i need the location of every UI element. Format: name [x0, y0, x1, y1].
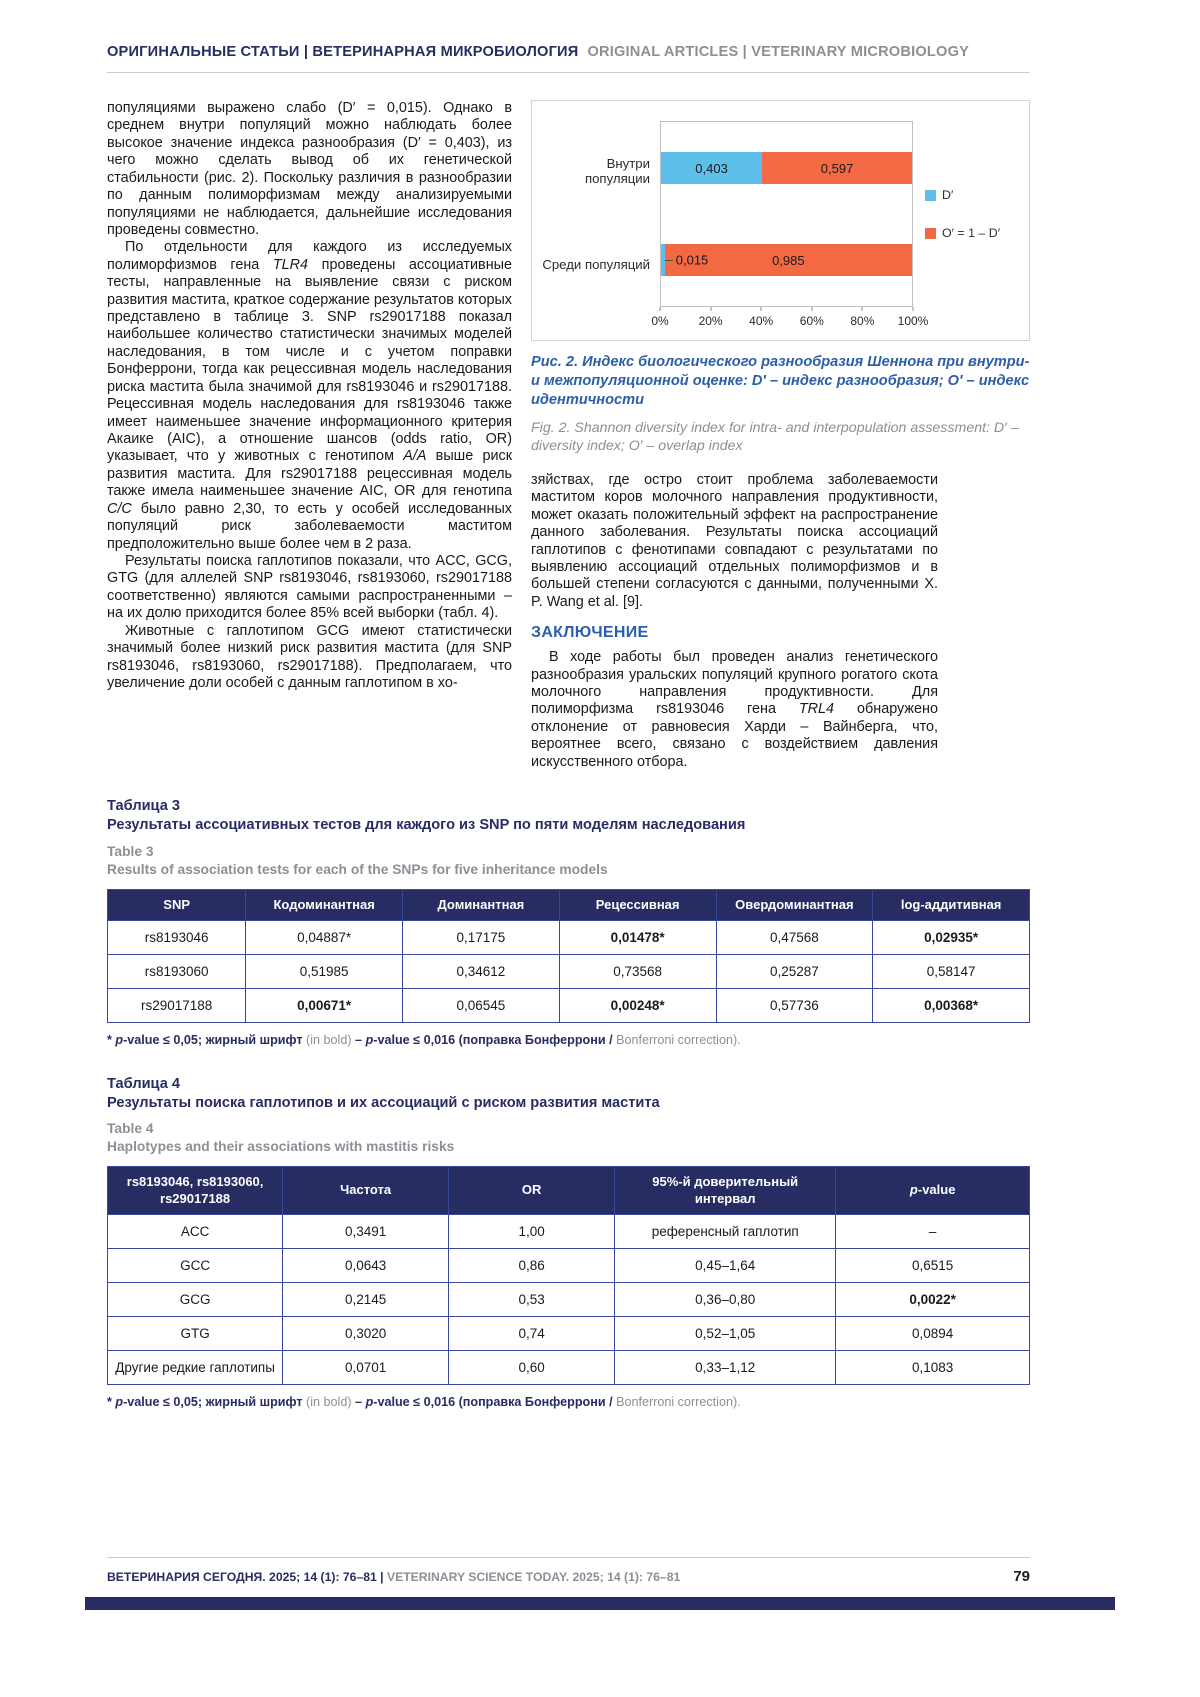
table-cell: 0,57736 [716, 989, 873, 1023]
category-label: Внутри популяции [584, 156, 650, 187]
table-cell: 0,3020 [283, 1316, 449, 1350]
paragraph [531, 649, 938, 771]
conclusion-paragraphs [531, 649, 938, 771]
text-segment: -value ≤ 0,016 (поправка Бонферрони / [373, 1394, 617, 1409]
text-segment: * [107, 1394, 116, 1409]
text-segment: (in bold) [306, 1033, 352, 1048]
column-header: 95%-й доверительный интервал [615, 1167, 836, 1215]
table-cell: референсный гаплотип [615, 1214, 836, 1248]
text-segment: Bonferroni correction). [616, 1394, 741, 1409]
text-segment: – [351, 1394, 366, 1409]
right-column-text [531, 472, 938, 771]
text-segment: Fig. 2. Shannon diversity index for intra- and interpopulation assessment: D′ – diversity index; O′ – overlap index [531, 419, 1019, 455]
table-head [108, 889, 1030, 920]
text-segment: -value ≤ 0,05; жирный шрифт [123, 1033, 307, 1048]
figure-2-box [531, 100, 1030, 341]
text-segment: обнаружено отклонение от равновесия Харди – Вайнберга, что, вероятнее всего, связано с воздействием давления искусственного отбора. [531, 701, 938, 770]
table-cell: 0,0894 [836, 1316, 1030, 1350]
footer-bar [85, 1597, 1115, 1610]
text-segment: В ходе работы был проведен анализ генетического разнообразия уральских популяций крупного рогатого скота молочного направления продуктивности. Для полиморфизма rs8193046 гена [531, 649, 938, 718]
data-table [107, 1166, 1030, 1385]
table-cell: Другие редкие гаплотипы [108, 1350, 283, 1384]
figure-2-captions [531, 353, 1030, 456]
text-segment: По отдельности для каждого из исследуемых полиморфизмов гена [107, 239, 512, 273]
table-cell: GCC [108, 1248, 283, 1282]
table-3-subtitle-en: Results of association tests for each of the SNPs for five inheritance models [107, 862, 608, 877]
bar-value-label: 0,015 [675, 252, 709, 268]
table-row [108, 955, 1030, 989]
right-column-paragraphs [531, 472, 938, 611]
chart-x-axis [542, 310, 1017, 330]
table-cell: 0,52–1,05 [615, 1316, 836, 1350]
running-head-ru: ОРИГИНАЛЬНЫЕ СТАТЬИ | ВЕТЕРИНАРНАЯ МИКРОБИОЛОГИЯ [107, 44, 579, 60]
figure-caption-en [531, 419, 1030, 456]
text-segment: C/C [107, 500, 132, 517]
text-segment: выше риск развития мастита. Для rs29017188 рецессивная модель также имела наименьшее значение AIC, OR для генотипа [107, 448, 512, 500]
right-column [531, 100, 1030, 771]
chart-main [542, 121, 1017, 307]
table-3-subtitle-ru: Результаты ассоциативных тестов для каждого из SNP по пяти моделям наследования [107, 817, 746, 834]
footer-citation [107, 1570, 680, 1584]
text-segment: p [365, 1033, 374, 1048]
x-tick-mark [862, 307, 863, 311]
table-4-block [107, 1075, 1030, 1411]
text-segment: зяйствах, где остро стоит проблема заболеваемости маститом коров молочного направления продуктивности, может оказать положительный эффект на распространение данного заболевания. Результаты поиска ассоциаций гаплотипов с фенотипами совпадают с результатами по выявлению ассоциаций отдельных полиморфизмов и в большей степени согласуются с данными, полученными X. P. Wang et al. [9]. [531, 471, 938, 610]
footer-citation-en: VETERINARY SCIENCE TODAY. 2025; 14 (1): 76–81 [386, 1570, 681, 1584]
x-tick-label: 40% [749, 314, 774, 328]
table-cell: 0,86 [449, 1248, 615, 1282]
page-number: 79 [1013, 1568, 1030, 1585]
table-body [108, 921, 1030, 1023]
chart-category-labels [542, 121, 660, 307]
table-cell: rs8193060 [108, 955, 246, 989]
text-segment: проведены ассоциативные тесты, направленные на выявление связи с риском развития мастита, краткое содержание результатов которых представлено в таблице 3. SNP rs29017188 показал наибольшее количество статистически значимых моделей наследования, в том числе и с учетом поправки Бонферрони, тогда как рецессивная модель наследования риска мастита была значимой для rs8193046 и rs29017188. Рецессивная модель наследования для rs8193046 также имеет наименьшее значение информационного критерия Акаике (AIC), а отношение шансов (odds ratio, OR) указывает, что у животных с генотипом [107, 256, 512, 465]
text-segment: * [107, 1033, 116, 1048]
legend-swatch [925, 190, 936, 201]
table-cell: 0,34612 [403, 955, 560, 989]
text-segment: Bonferroni correction). [616, 1033, 741, 1048]
legend-label: D′ [942, 188, 954, 202]
page-footer [107, 1557, 1030, 1585]
x-tick-mark [913, 307, 914, 311]
table-cell: 0,36–0,80 [615, 1282, 836, 1316]
header-rule [107, 72, 1030, 73]
column-header: Частота [283, 1167, 449, 1215]
text-segment: p [115, 1394, 124, 1409]
table-3-footnote [107, 1032, 1030, 1048]
table-cell: 0,1083 [836, 1350, 1030, 1384]
table-cell: 0,74 [449, 1316, 615, 1350]
chart-plot-area [660, 121, 913, 307]
text-segment: TLR4 [272, 256, 309, 273]
table-cell: 0,0701 [283, 1350, 449, 1384]
table-header-row [108, 889, 1030, 920]
table-cell: GCG [108, 1282, 283, 1316]
text-segment: (in bold) [306, 1394, 352, 1409]
legend-label: O′ = 1 – D′ [942, 226, 1001, 240]
text-segment: Рис. 2. Индекс биологического разнообразия Шеннона при внутри- и межпопуляционной оценке: D′ – индекс разнообразия; O′ – индекс идентичности [531, 354, 1030, 408]
table-row [108, 1214, 1030, 1248]
table-cell: 0,00368* [873, 989, 1030, 1023]
table-cell: 0,01478* [559, 921, 716, 955]
table-cell: 0,0022* [836, 1282, 1030, 1316]
figure-2 [531, 100, 1030, 456]
x-axis-spacer [542, 310, 660, 330]
running-head [107, 44, 1030, 60]
x-tick-label: 60% [799, 314, 824, 328]
table-body [108, 1214, 1030, 1384]
text-segment: было равно 2,30, то есть у особей исследованных популяций риск заболеваемости маститом предположительно выше более чем в 2 раза. [107, 500, 512, 552]
table-3-label-ru: Таблица 3 [107, 798, 180, 815]
x-tick-label: 20% [698, 314, 723, 328]
chart-legend [913, 121, 1017, 307]
table-cell: – [836, 1214, 1030, 1248]
left-column [107, 100, 512, 771]
table-row [108, 989, 1030, 1023]
table-4-subtitle-en: Haplotypes and their associations with mastitis risks [107, 1139, 455, 1155]
table-cell: GTG [108, 1316, 283, 1350]
table-4-label-en: Table 4 [107, 1121, 154, 1137]
table-4-label-ru: Таблица 4 [107, 1075, 180, 1092]
table-cell: 0,45–1,64 [615, 1248, 836, 1282]
table-cell: 0,60 [449, 1350, 615, 1384]
table-4-footnote [107, 1394, 1030, 1410]
column-header: Рецессивная [559, 889, 716, 920]
bar-label-leader [665, 260, 673, 261]
text-segment: – [351, 1033, 366, 1048]
table-cell: 0,17175 [403, 921, 560, 955]
table-cell: 0,6515 [836, 1248, 1030, 1282]
running-head-en: ORIGINAL ARTICLES | VETERINARY MICROBIOLOGY [587, 44, 970, 60]
x-tick-mark [811, 307, 812, 311]
table-cell: 0,2145 [283, 1282, 449, 1316]
paragraph [107, 553, 512, 623]
text-segment: TRL4 [798, 701, 835, 718]
table-cell: 0,00248* [559, 989, 716, 1023]
main-content [107, 100, 1030, 771]
table-3-block [107, 797, 1030, 1048]
column-header: Доминантная [403, 889, 560, 920]
table-cell: 0,3491 [283, 1214, 449, 1248]
table-header-row [108, 1167, 1030, 1215]
bar-segment: 0,597 [762, 152, 912, 184]
footer-citation-ru: ВЕТЕРИНАРИЯ СЕГОДНЯ. 2025; 14 (1): 76–81 | [107, 1570, 384, 1584]
table-cell: 0,33–1,12 [615, 1350, 836, 1384]
left-column-paragraphs [107, 100, 512, 692]
bar-row [661, 152, 912, 184]
table-cell: 0,47568 [716, 921, 873, 955]
bar-row [661, 244, 912, 276]
table-4-subtitle-ru: Результаты поиска гаплотипов и их ассоциаций с риском развития мастита [107, 1094, 660, 1111]
bar-segment: 0,985 [665, 244, 912, 276]
x-tick-label: 0% [651, 314, 669, 328]
column-header: log-аддитивная [873, 889, 1030, 920]
column-header [836, 1167, 1030, 1215]
paragraph [107, 623, 512, 693]
table-head [108, 1167, 1030, 1215]
figure-caption-ru [531, 353, 1030, 410]
table-cell: 0,00671* [246, 989, 403, 1023]
x-axis-ticks [651, 310, 929, 330]
table-cell: 0,02935* [873, 921, 1030, 955]
table-cell: 0,25287 [716, 955, 873, 989]
text-segment: -value ≤ 0,05; жирный шрифт [123, 1394, 307, 1409]
table-cell: ACC [108, 1214, 283, 1248]
table-row [108, 1350, 1030, 1384]
x-tick-label: 100% [897, 314, 929, 328]
text-segment: популяциями выражено слабо (D′ = 0,015). Однако в среднем внутри популяций можно наблюдать более высокое значение индекса разнообразия (D′ = 0,403), из чего можно сделать вывод об их генетической стабильности (рис. 2). Поскольку различия в разнообразии по данным полиморфизмам между анализируемыми популяциями не наблюдается, дальнейшие исследования проведены совместно. [107, 100, 512, 238]
column-header: Овердоминантная [716, 889, 873, 920]
x-tick-label: 80% [850, 314, 875, 328]
legend-swatch [925, 228, 936, 239]
x-tick-mark [660, 307, 661, 311]
text-segment: p [365, 1394, 374, 1409]
category-label: Среди популяций [542, 256, 650, 272]
column-header: Кодоминантная [246, 889, 403, 920]
text-segment: p [115, 1033, 124, 1048]
table-row [108, 1248, 1030, 1282]
legend-entry [925, 188, 1017, 202]
text-segment: -value ≤ 0,016 (поправка Бонферрони / [373, 1033, 617, 1048]
table-row [108, 1282, 1030, 1316]
table-row [108, 921, 1030, 955]
column-header: SNP [108, 889, 246, 920]
table-row [108, 1316, 1030, 1350]
paragraph [107, 239, 512, 553]
paragraph [531, 472, 938, 611]
bar-segment: 0,403 [661, 152, 762, 184]
table-4 [107, 1166, 1030, 1385]
paragraph [107, 100, 512, 239]
table-cell: 0,06545 [403, 989, 560, 1023]
column-header: rs8193046, rs8193060, rs29017188 [108, 1167, 283, 1215]
table-cell: 0,0643 [283, 1248, 449, 1282]
table-3 [107, 889, 1030, 1023]
table-cell: rs29017188 [108, 989, 246, 1023]
x-tick-mark [710, 307, 711, 311]
conclusion-heading: ЗАКЛЮЧЕНИЕ [531, 624, 649, 642]
table-cell: 0,58147 [873, 955, 1030, 989]
text-segment: Животные с гаплотипом GCG имеют статистически значимый более низкий риск развития мастита (для SNP rs8193046, rs8193060, rs29017188). Предполагаем, что увеличение доли особей с данным гаплотипом в хо- [107, 622, 512, 691]
x-tick-mark [761, 307, 762, 311]
table-cell: 0,73568 [559, 955, 716, 989]
table-cell: rs8193046 [108, 921, 246, 955]
table-cell: 0,53 [449, 1282, 615, 1316]
text-segment: -value [917, 1182, 956, 1198]
legend-entry [925, 226, 1017, 240]
text-segment: A/A [403, 448, 427, 465]
table-3-label-en: Table 3 [107, 844, 154, 860]
text-segment: p [909, 1182, 918, 1198]
shannon-diversity-chart [542, 121, 1017, 330]
data-table [107, 889, 1030, 1023]
table-cell: 1,00 [449, 1214, 615, 1248]
text-segment: Результаты поиска гаплотипов показали, что ACC, GCG, GTG (для аллелей SNP rs8193046, rs8193060, rs29017188 соответственно) являются самыми распространенными – на их долю приходится более 85% всей выборки (табл. 4). [107, 552, 512, 622]
page-header [107, 44, 1030, 73]
table-cell: 0,51985 [246, 955, 403, 989]
column-header: OR [449, 1167, 615, 1215]
table-cell: 0,04887* [246, 921, 403, 955]
